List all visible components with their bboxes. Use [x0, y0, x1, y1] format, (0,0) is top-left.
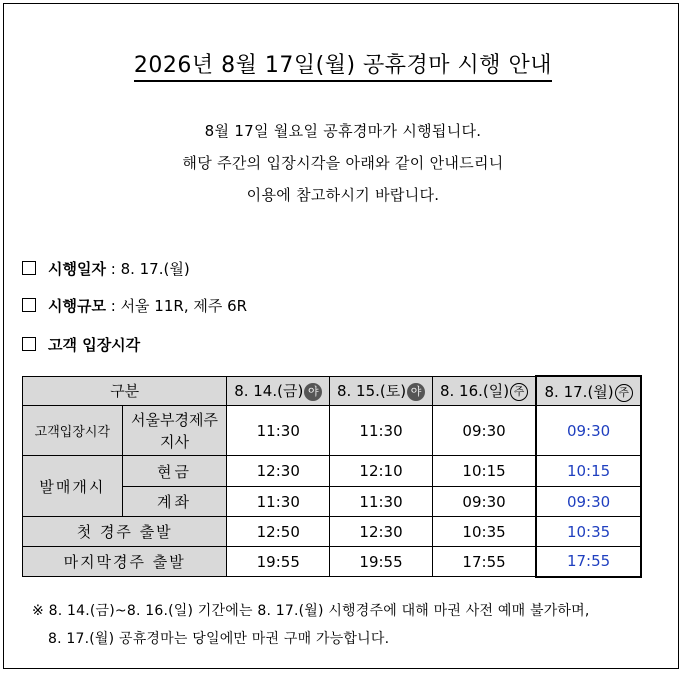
- table-cell: 10:35: [536, 517, 641, 547]
- section-entry: [22, 334, 140, 355]
- table-cell: 11:30: [330, 487, 433, 517]
- section-label: 시행규모: [48, 297, 106, 315]
- section-label: 시행일자: [48, 260, 106, 278]
- section-scale: [22, 295, 247, 316]
- title-text: 2026년 8월 17일(월) 공휴경마 시행 안내: [134, 53, 552, 82]
- page-title: [0, 48, 686, 79]
- section-value: 8. 17.(월): [120, 260, 190, 278]
- table-cell: 09:30: [432, 487, 536, 517]
- checkbox-square-icon: [22, 261, 36, 275]
- table-cell: 11:30: [330, 406, 433, 456]
- row-sub-label: 현금: [122, 456, 227, 487]
- row-label: 첫 경주 출발: [23, 517, 227, 547]
- table-row: [23, 547, 642, 577]
- date-header: [536, 376, 641, 406]
- date-label: 8. 17.(월): [544, 382, 614, 401]
- table-cell: 17:55: [536, 547, 641, 577]
- table-cell: 10:15: [536, 456, 641, 487]
- table-cell: 17:55: [432, 547, 536, 577]
- row-group-label: 고객입장시각: [23, 406, 123, 456]
- intro-line: 해당 주간의 입장시각을 아래와 같이 안내드리니: [182, 154, 504, 172]
- section-sep: :: [105, 297, 121, 315]
- footnote-line: ※ 8. 14.(금)~8. 16.(일) 기간에는 8. 17.(월) 시행경주에 대해 마권 사전 예매 불가하며,: [32, 603, 590, 619]
- intro-text: [0, 115, 686, 211]
- night-badge-icon: 야: [407, 383, 425, 401]
- section-sep: :: [105, 260, 121, 278]
- table-cell: 10:35: [432, 517, 536, 547]
- footnote-line: 8. 17.(월) 공휴경마는 당일에만 마권 구매 가능합니다.: [48, 631, 390, 647]
- table-cell: 11:30: [227, 406, 330, 456]
- table-cell: 09:30: [536, 487, 641, 517]
- table-cell: 12:10: [330, 456, 433, 487]
- date-header: [227, 376, 330, 406]
- table-cell: 12:50: [227, 517, 330, 547]
- section-value: 서울 11R, 제주 6R: [120, 297, 248, 315]
- corner-header: 구분: [23, 376, 227, 406]
- table-cell: 10:15: [432, 456, 536, 487]
- day-badge-icon: 주: [510, 383, 528, 401]
- table-cell: 12:30: [330, 517, 433, 547]
- schedule-table: [22, 375, 642, 578]
- date-header: [432, 376, 536, 406]
- row-sub-label: 계좌: [122, 487, 227, 517]
- table-header-row: [23, 376, 642, 406]
- date-label: 8. 16.(일): [439, 382, 510, 401]
- checkbox-square-icon: [22, 337, 36, 351]
- date-label: 8. 14.(금): [234, 382, 304, 401]
- row-label: 마지막경주 출발: [23, 547, 227, 577]
- table-row: [23, 517, 642, 547]
- date-header: [330, 376, 433, 406]
- night-badge-icon: 야: [304, 383, 322, 401]
- table-row: [23, 406, 642, 456]
- table-cell: 19:55: [227, 547, 330, 577]
- section-label: 고객 입장시각: [48, 336, 141, 354]
- row-sub-label: 서울부경제주 지사: [122, 406, 227, 456]
- table-cell: 11:30: [227, 487, 330, 517]
- intro-line: 이용에 참고하시기 바랍니다.: [246, 186, 440, 204]
- section-date: [22, 258, 190, 279]
- intro-line: 8월 17일 월요일 공휴경마가 시행됩니다.: [204, 122, 482, 140]
- table-cell: 19:55: [330, 547, 433, 577]
- row-group-label: 발매개시: [23, 456, 123, 517]
- table-cell: 09:30: [536, 406, 641, 456]
- date-label: 8. 15.(토): [336, 382, 407, 401]
- day-badge-icon: 주: [615, 384, 633, 402]
- table-row: [23, 456, 642, 487]
- table-cell: 09:30: [432, 406, 536, 456]
- footnote: [32, 597, 590, 653]
- table-cell: 12:30: [227, 456, 330, 487]
- checkbox-square-icon: [22, 298, 36, 312]
